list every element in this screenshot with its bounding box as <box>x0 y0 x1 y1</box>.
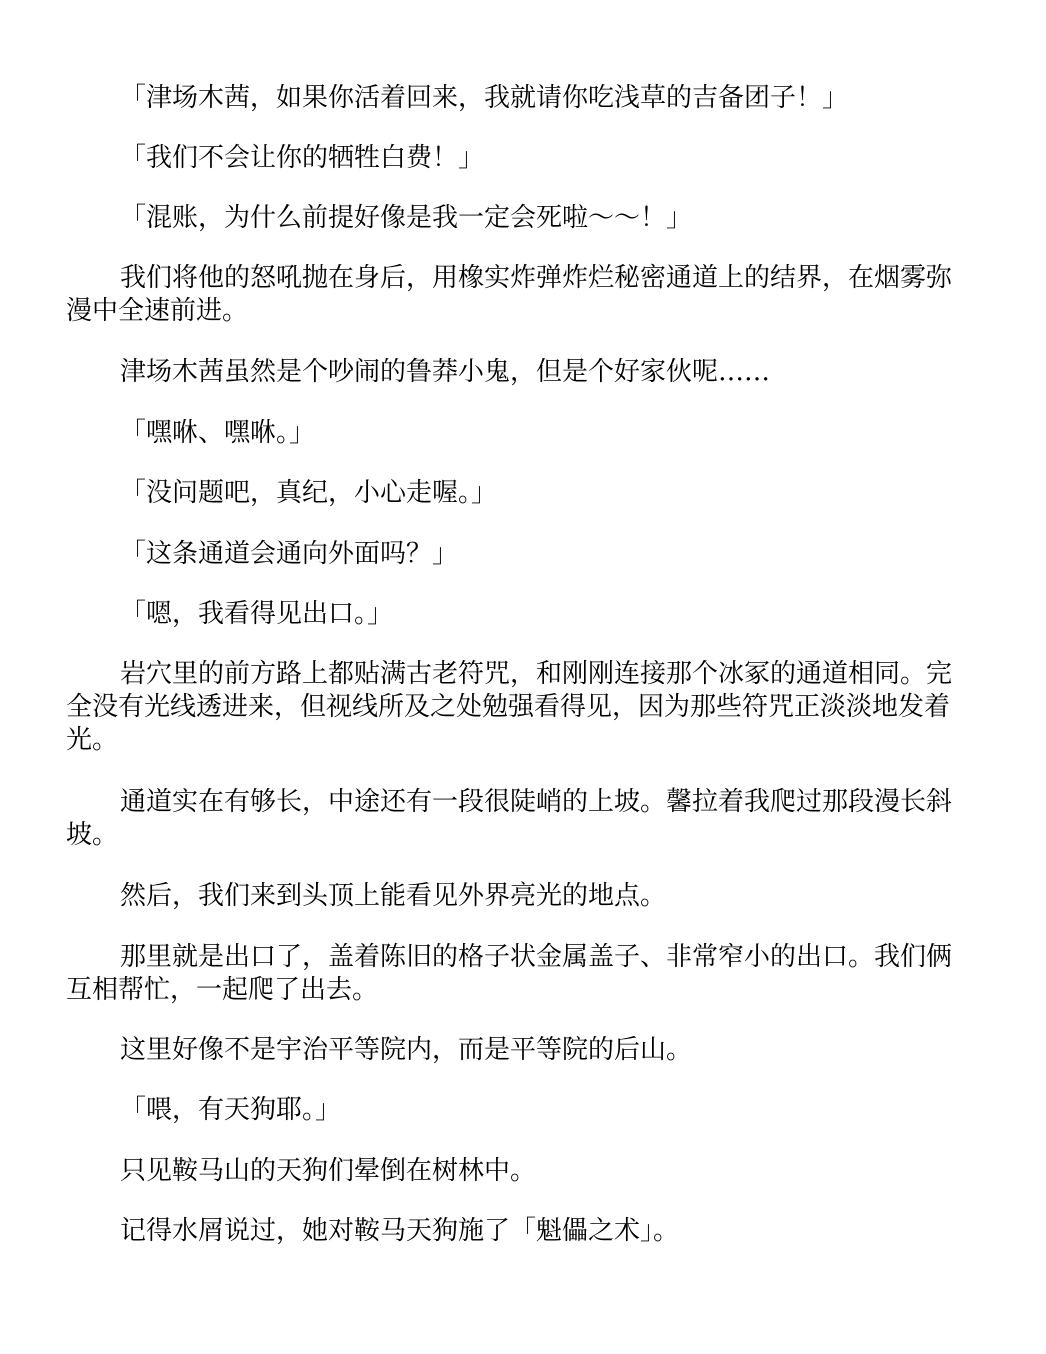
paragraph-10: 岩穴里的前方路上都贴满古老符咒，和刚刚连接那个冰冢的通道相同。完全没有光线透进来，但视线所及之处勉强看得见，因为那些符咒正淡淡地发着光。 <box>66 659 953 755</box>
document-page <box>66 0 976 1354</box>
paragraph-15: 「喂，有天狗耶。」 <box>120 1095 342 1125</box>
paragraph-9: 「嗯，我看得见出口。」 <box>120 599 394 629</box>
paragraph-7: 「没问题吧，真纪，小心走喔。」 <box>120 478 498 508</box>
paragraph-11: 通道实在有够长，中途还有一段很陡峭的上坡。馨拉着我爬过那段漫长斜坡。 <box>66 787 953 850</box>
paragraph-17: 记得水屑说过，她对鞍马天狗施了「魁儡之术」。 <box>120 1216 680 1246</box>
paragraph-12: 然后，我们来到头顶上能看见外界亮光的地点。 <box>120 881 667 911</box>
paragraph-14: 这里好像不是宇治平等院内，而是平等院的后山。 <box>120 1035 693 1065</box>
paragraph-13: 那里就是出口了，盖着陈旧的格子状金属盖子、非常窄小的出口。我们俩互相帮忙，一起爬了出去。 <box>66 942 953 1005</box>
paragraph-8: 「这条通道会通向外面吗？」 <box>120 539 459 569</box>
paragraph-3: 「混账，为什么前提好像是我一定会死啦～～！」 <box>120 203 693 233</box>
paragraph-1: 「津场木茜，如果你活着回来，我就请你吃浅草的吉备团子！」 <box>120 83 849 113</box>
paragraph-16: 只见鞍马山的天狗们晕倒在树林中。 <box>120 1156 537 1186</box>
paragraph-2: 「我们不会让你的牺牲白费！」 <box>120 143 485 173</box>
paragraph-6: 「嘿咻、嘿咻。」 <box>120 418 316 448</box>
paragraph-5: 津场木茜虽然是个吵闹的鲁莽小鬼，但是个好家伙呢…… <box>120 357 771 387</box>
paragraph-4: 我们将他的怒吼抛在身后，用橡实炸弹炸烂秘密通道上的结界，在烟雾弥漫中全速前进。 <box>66 263 953 326</box>
